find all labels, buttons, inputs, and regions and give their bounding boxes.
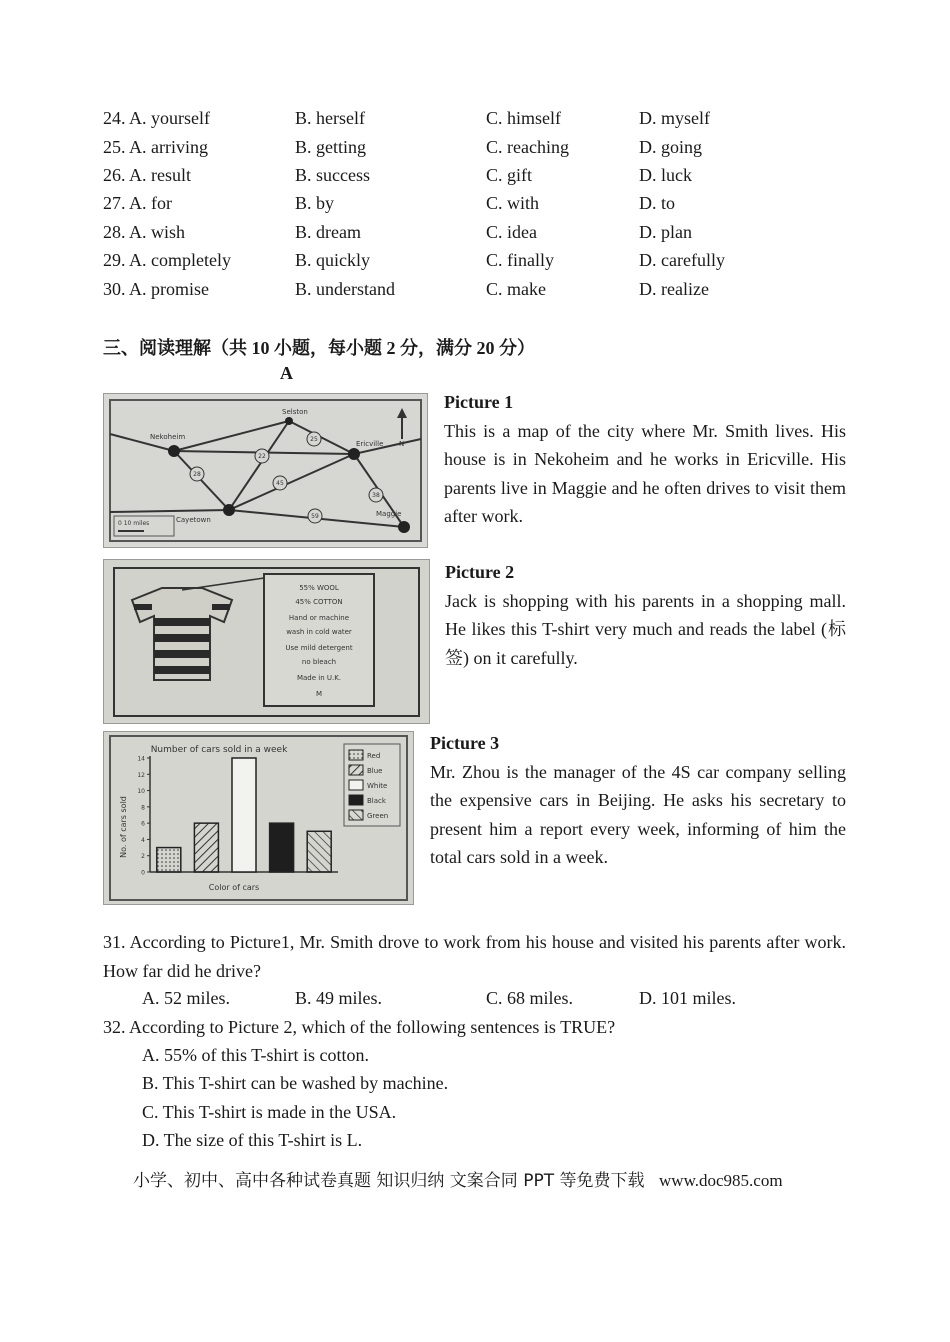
route-label: 59 xyxy=(311,513,319,520)
north-label: N xyxy=(399,440,405,448)
y-tick-label: 2 xyxy=(141,853,145,861)
label-line: no bleach xyxy=(301,658,337,666)
option-d: D. carefully xyxy=(639,250,725,270)
legend-label: Red xyxy=(367,752,381,760)
town-selston-dot xyxy=(285,417,293,425)
option-b: B. getting xyxy=(295,137,366,157)
picture-2-block xyxy=(445,558,846,672)
label-line: wash in cold water xyxy=(286,628,352,636)
option-b: B. by xyxy=(295,193,335,213)
option-c: C. gift xyxy=(486,165,533,185)
legend-label: Black xyxy=(367,797,386,805)
bar-chart xyxy=(104,732,413,904)
section-title: 三、阅读理解（共 10 小题，每小题 2 分，满分 20 分） xyxy=(103,338,535,358)
town-label: Ericville xyxy=(356,440,384,448)
town-cayetown-dot xyxy=(223,504,235,516)
chart-figure xyxy=(103,731,414,905)
map-figure xyxy=(103,393,428,548)
option-d: D. realize xyxy=(639,279,709,299)
legend-swatch xyxy=(349,810,363,820)
footer-text: 小学、初中、高中各种试卷真题 知识归纳 文案合同 PPT 等免费下载 xyxy=(133,1171,645,1191)
label-line: Hand or machine xyxy=(288,614,350,622)
answer-option: A. 52 miles. xyxy=(142,988,230,1008)
y-tick-label: 6 xyxy=(141,820,145,828)
option-a: 29. A. completely xyxy=(103,250,231,270)
town-label: Maggie xyxy=(376,510,402,518)
legend-swatch xyxy=(349,780,363,790)
answer-option: B. This T-shirt can be washed by machine. xyxy=(142,1073,449,1093)
option-row-27 xyxy=(0,189,950,217)
question-32: 32. According to Picture 2, which of the following sentences is TRUE? xyxy=(103,1017,616,1037)
option-c: C. himself xyxy=(486,108,561,128)
y-tick-label: 14 xyxy=(137,755,145,763)
legend-swatch xyxy=(349,795,363,805)
picture-title: Picture 1 xyxy=(444,392,514,412)
option-b: B. herself xyxy=(295,108,365,128)
option-a: 28. A. wish xyxy=(103,222,186,242)
option-d: D. going xyxy=(639,137,702,157)
answer-option: C. This T-shirt is made in the USA. xyxy=(142,1102,397,1122)
town-ericville-dot xyxy=(348,448,360,460)
bar-red xyxy=(157,848,181,872)
option-row-25 xyxy=(0,133,950,161)
route-label: 45 xyxy=(276,480,284,487)
question-31: 31. According to Picture1, Mr. Smith drove to work from his house and visited his parents after work. How far did he drive? xyxy=(103,932,846,981)
y-tick-label: 10 xyxy=(137,788,145,796)
label-line: Made in U.K. xyxy=(296,674,342,682)
option-b: B. quickly xyxy=(295,250,370,270)
option-row-29 xyxy=(0,246,950,274)
option-d: D. myself xyxy=(639,108,710,128)
option-b: B. dream xyxy=(295,222,361,242)
option-a: 26. A. result xyxy=(103,165,191,185)
option-c: C. reaching xyxy=(486,137,569,157)
y-tick-label: 4 xyxy=(141,836,145,844)
answer-option: B. 49 miles. xyxy=(295,988,383,1008)
option-row-30 xyxy=(0,275,950,303)
picture-text: This is a map of the city where Mr. Smith lives. His house is in Nekoheim and he works in Ericville. His parents live in Maggie and he often drives to visit them after work. xyxy=(444,420,846,526)
clothing-label xyxy=(264,574,374,706)
y-tick-label: 12 xyxy=(137,771,145,779)
option-a: 27. A. for xyxy=(103,193,172,213)
option-c: C. make xyxy=(486,279,546,299)
option-c: C. finally xyxy=(486,250,554,270)
picture-3-block xyxy=(430,729,846,872)
tshirt-svg xyxy=(104,560,429,723)
option-a: 25. A. arriving xyxy=(103,137,208,157)
option-b: B. success xyxy=(295,165,370,185)
chart-ylabel: No. of cars sold xyxy=(119,796,128,858)
route-label: 38 xyxy=(372,492,380,499)
option-row-28 xyxy=(0,218,950,246)
option-d: D. luck xyxy=(639,165,692,185)
answer-option: C. 68 miles. xyxy=(486,988,574,1008)
option-c: C. idea xyxy=(486,222,537,242)
answer-option: A. 55% of this T-shirt is cotton. xyxy=(142,1045,370,1065)
bar-blue xyxy=(194,823,218,872)
footer-url[interactable]: www.doc985.com xyxy=(659,1171,783,1190)
answer-option: D. The size of this T-shirt is L. xyxy=(142,1130,363,1150)
label-line: Use mild detergent xyxy=(285,644,353,652)
label-line: 45% COTTON xyxy=(295,598,343,606)
y-tick-label: 0 xyxy=(141,869,145,877)
label-line: 55% WOOL xyxy=(299,584,339,592)
option-a: 24. A. yourself xyxy=(103,108,210,128)
picture-text: Jack is shopping with his parents in a shopping mall. He likes this T-shirt very much and reads the label (标签) on it carefully. xyxy=(445,590,846,668)
legend-label: Blue xyxy=(367,767,383,775)
y-tick-label: 8 xyxy=(141,804,145,812)
bar-black xyxy=(270,823,294,872)
town-label: Cayetown xyxy=(176,516,211,524)
route-label: 25 xyxy=(310,436,318,443)
legend-swatch xyxy=(349,750,363,760)
town-label: Selston xyxy=(282,408,308,416)
option-row-24 xyxy=(0,104,950,132)
footer xyxy=(133,1166,783,1191)
town-maggie-dot xyxy=(398,521,410,533)
option-d: D. to xyxy=(639,193,675,213)
legend-swatch xyxy=(349,765,363,775)
part-heading: A xyxy=(280,363,293,383)
tshirt-figure xyxy=(103,559,430,724)
chart-xlabel: Color of cars xyxy=(208,883,260,892)
answer-option: D. 101 miles. xyxy=(639,988,736,1008)
picture-title: Picture 2 xyxy=(445,562,515,582)
picture-title: Picture 3 xyxy=(430,733,500,753)
route-label: 28 xyxy=(193,471,201,478)
town-label: Nekoheim xyxy=(150,433,186,441)
picture-text: Mr. Zhou is the manager of the 4S car company selling the expensive cars in Beijing. He asks his secretary to present him a report every week, informing of him the total cars sold in a week. xyxy=(430,761,846,867)
bar-green xyxy=(307,831,331,872)
label-line: M xyxy=(315,690,323,698)
option-d: D. plan xyxy=(639,222,692,242)
option-a: 30. A. promise xyxy=(103,279,209,299)
town-nekoheim-dot xyxy=(168,445,180,457)
legend-label: Green xyxy=(367,812,389,820)
option-b: B. understand xyxy=(295,279,395,299)
option-c: C. with xyxy=(486,193,540,213)
scale-label: 0 10 miles xyxy=(118,520,150,527)
route-label: 22 xyxy=(258,453,266,460)
option-row-26 xyxy=(0,161,950,189)
picture-1-block xyxy=(444,388,846,531)
legend-label: White xyxy=(367,782,388,790)
chart-title: Number of cars sold in a week xyxy=(150,745,288,755)
map-svg xyxy=(104,394,427,547)
bar-white xyxy=(232,758,256,872)
